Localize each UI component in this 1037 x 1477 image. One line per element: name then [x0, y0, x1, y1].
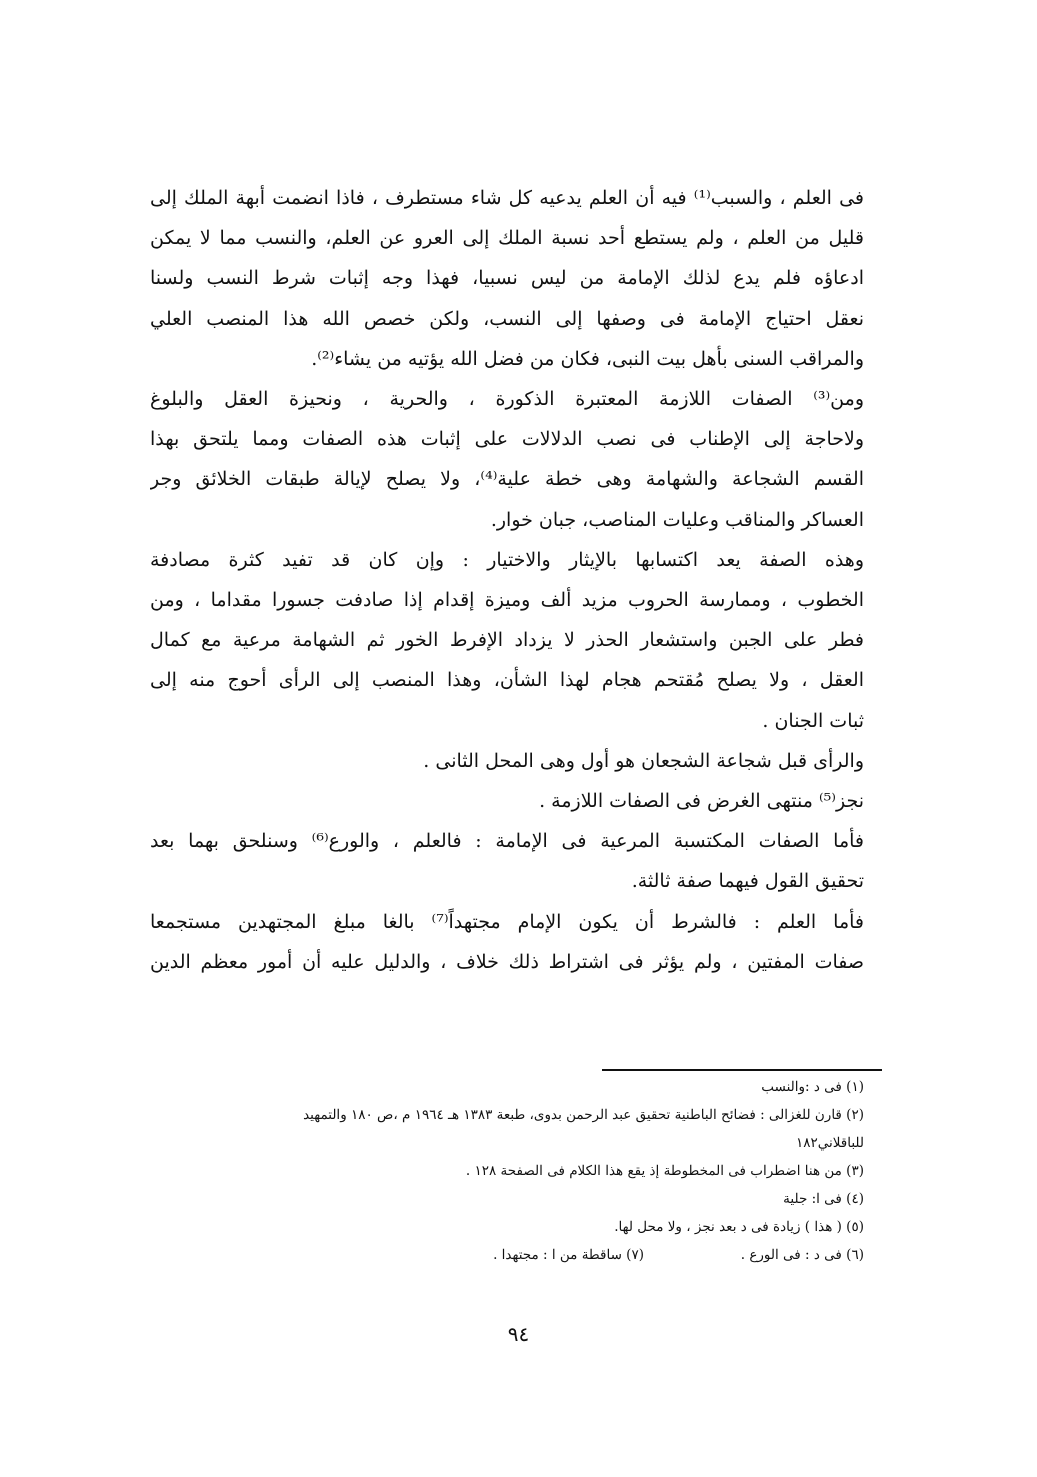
footnote-6: (٦) فى د : فى الورع . [740, 1247, 864, 1263]
text-line: والرأى قبل شجاعة الشجعان هو أول وهى المحل الثانى . [423, 749, 864, 772]
footnote-4: (٤) فى ا: جلية [783, 1191, 864, 1207]
footnote-2-continued: للباقلاني١٨٢ [795, 1135, 864, 1151]
text-line: القسم الشجاعة والشهامة وهى خطة علية⁽⁴⁾، ولا يصلح لإيالة طبقات الخلائق وجر [150, 468, 864, 491]
text-line: فأما العلم : فالشرط أن يكون الإمام مجتهداً⁽⁷⁾ بالغا مبلغ المجتهدين مستجمعا [150, 910, 864, 933]
text-line: قليل من العلم ، ولم يستطع أحد نسبة الملك إلى العرو عن العلم، والنسب مما لا يمكن [150, 227, 864, 250]
text-line: فى العلم ، والسبب⁽¹⁾ فيه أن العلم يدعيه كل شاء مستطرف ، فاذا انضمت أبهة الملك إلى [150, 187, 864, 209]
footnote-divider [602, 1069, 882, 1071]
text-line: وهذه الصفة يعد اكتسابها بالإيثار والاختيار : وإن كان قد تفيد كثرة مصادفة [150, 548, 864, 571]
text-line: والمراقب السنى بأهل بيت النبى، فكان من فضل الله يؤتيه من يشاء⁽²⁾. [311, 347, 864, 370]
footnote-7: (٧) ساقطة من ا : مجتهدا . [493, 1247, 644, 1263]
text-line: نعقل احتياج الإمامة فى وصفها إلى النسب، ولكن خصص الله هذا المنصب العلي [150, 307, 864, 330]
text-line: الخطوب ، وممارسة الحروب مزيد ألف وميزة إقدام إذا صادفت جسورا مقداما ، ومن [150, 589, 864, 612]
footnote-3: (٣) من هنا اضطراب فى المخطوطة إذ يقع هذا الكلام فى الصفحة ١٢٨ . [465, 1163, 864, 1179]
text-line: العساكر والمناقب وعليات المناصب، جبان خوار. [490, 508, 864, 531]
footnote-1: (١) فى د :والنسب [761, 1079, 864, 1095]
main-text [150, 178, 864, 982]
text-line: العقل ، ولا يصلح مُقتحم هجام لهذا الشأن، وهذا المنصب إلى الرأى أحوج منه إلى [150, 669, 864, 692]
footnote-2: (٢) قارن للغزالى : فضائح الباطنية تحقيق عبد الرحمن بدوى، طبعة ١٣٨٣ هـ ١٩٦٤ م ،ص ١٨٠ والتمهيد [303, 1107, 864, 1123]
text-line: ومن⁽³⁾ الصفات اللازمة المعتبرة الذكورة ، والحرية ، ونحيزة العقل والبلوغ [150, 388, 864, 411]
footnotes [150, 1073, 864, 1269]
footnote-row [150, 1241, 864, 1269]
text-line: فطر على الجبن واستشعار الحذر لا يزداد الإفرط الخور ثم الشهامة مرعية مع كمال [150, 629, 864, 652]
text-line: ثبات الجنان . [762, 709, 864, 732]
text-line: نجز⁽⁵⁾ منتهى الغرض فى الصفات اللازمة . [539, 790, 864, 813]
text-line: ادعاؤه فلم يدع لذلك الإمامة من ليس نسبيا، فهذا وجه إثبات شرط النسب ولسنا [150, 267, 864, 290]
text-line: فأما الصفات المكتسبة المرعية فى الإمامة : فالعلم ، والورع⁽⁶⁾ وسنلحق بهما بعد [150, 830, 864, 853]
text-line: صفات المفتين ، ولم يؤثر فى اشتراط ذلك خلاف ، والدليل عليه أن أمور معظم الدين [150, 950, 864, 973]
footnote-5: (٥) ( هذا ) زيادة فى د بعد نجز ، ولا محل لها. [614, 1219, 864, 1235]
text-line: ولاحاجة إلى الإطناب فى نصب الدلالات على إثبات هذه الصفات ومما يلتحق بهذا [150, 428, 864, 451]
text-line: تحقيق القول فيهما صفة ثالثة. [631, 870, 864, 893]
page-number: ٩٤ [507, 1322, 530, 1346]
